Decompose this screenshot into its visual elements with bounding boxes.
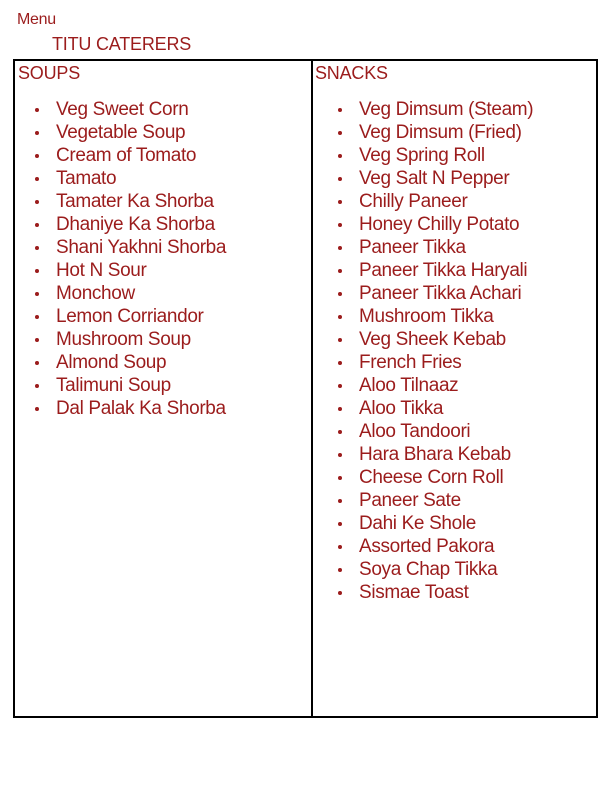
- company-name: TITU CATERERS: [52, 34, 192, 54]
- soups-column: [15, 61, 313, 716]
- bullet-icon: [35, 338, 39, 342]
- item-label: Honey Chilly Potato: [359, 214, 520, 235]
- bullet-icon: [338, 223, 342, 227]
- bullet-icon: [35, 131, 39, 135]
- bullet-icon: [338, 269, 342, 273]
- item-label: Paneer Tikka: [359, 237, 466, 258]
- bullet-icon: [338, 338, 342, 342]
- bullet-icon: [35, 177, 39, 181]
- item-label: Lemon Corriandor: [56, 306, 204, 327]
- bullet-icon: [338, 499, 342, 503]
- item-label: Veg Sweet Corn: [56, 99, 189, 120]
- item-label: Veg Spring Roll: [359, 145, 485, 166]
- item-label: Monchow: [56, 283, 135, 304]
- list-item: [335, 167, 533, 190]
- list-item: [32, 259, 226, 282]
- list-item: [335, 213, 533, 236]
- item-label: Aloo Tilnaaz: [359, 375, 459, 396]
- list-item: [335, 328, 533, 351]
- item-label: Sismae Toast: [359, 582, 469, 603]
- list-item: [32, 282, 226, 305]
- item-label: Veg Dimsum (Fried): [359, 122, 522, 143]
- bullet-icon: [35, 108, 39, 112]
- bullet-icon: [338, 407, 342, 411]
- list-item: [32, 144, 226, 167]
- bullet-icon: [35, 200, 39, 204]
- bullet-icon: [338, 246, 342, 250]
- bullet-icon: [35, 246, 39, 250]
- menu-table: [13, 59, 598, 718]
- item-label: Assorted Pakora: [359, 536, 495, 557]
- list-item: [335, 305, 533, 328]
- list-item: [335, 144, 533, 167]
- bullet-icon: [35, 407, 39, 411]
- item-label: Almond Soup: [56, 352, 167, 373]
- item-label: Aloo Tikka: [359, 398, 444, 419]
- bullet-icon: [338, 177, 342, 181]
- list-item: [335, 374, 533, 397]
- bullet-icon: [338, 522, 342, 526]
- item-label: Vegetable Soup: [56, 122, 186, 143]
- item-label: Shani Yakhni Shorba: [56, 237, 227, 258]
- item-label: Tamater Ka Shorba: [56, 191, 214, 212]
- list-item: [32, 190, 226, 213]
- list-item: [335, 420, 533, 443]
- item-label: Aloo Tandoori: [359, 421, 471, 442]
- item-label: Soya Chap Tikka: [359, 559, 498, 580]
- bullet-icon: [35, 361, 39, 365]
- bullet-icon: [35, 292, 39, 296]
- item-label: Cream of Tomato: [56, 145, 197, 166]
- list-item: [32, 328, 226, 351]
- bullet-icon: [35, 315, 39, 319]
- list-item: [335, 443, 533, 466]
- item-label: Veg Salt N Pepper: [359, 168, 510, 189]
- item-label: Hara Bhara Kebab: [359, 444, 511, 465]
- list-item: [335, 558, 533, 581]
- list-item: [335, 466, 533, 489]
- list-item: [335, 98, 533, 121]
- list-item: [32, 351, 226, 374]
- list-item: [32, 236, 226, 259]
- bullet-icon: [35, 223, 39, 227]
- list-item: [335, 489, 533, 512]
- item-label: Tamato: [56, 168, 117, 189]
- list-item: [32, 98, 226, 121]
- bullet-icon: [338, 430, 342, 434]
- item-label: Mushroom Tikka: [359, 306, 494, 327]
- bullet-icon: [338, 568, 342, 572]
- item-label: Paneer Sate: [359, 490, 461, 511]
- list-item: [335, 535, 533, 558]
- snacks-heading: SNACKS: [315, 63, 388, 83]
- bullet-icon: [338, 131, 342, 135]
- list-item: [335, 282, 533, 305]
- item-label: Veg Dimsum (Steam): [359, 99, 534, 120]
- list-item: [335, 190, 533, 213]
- menu-label: Menu: [17, 11, 56, 28]
- soups-list: [32, 98, 226, 420]
- list-item: [335, 351, 533, 374]
- snacks-list: [335, 98, 533, 604]
- list-item: [335, 121, 533, 144]
- bullet-icon: [338, 108, 342, 112]
- item-label: Cheese Corn Roll: [359, 467, 504, 488]
- bullet-icon: [338, 591, 342, 595]
- item-label: Paneer Tikka Haryali: [359, 260, 528, 281]
- list-item: [32, 167, 226, 190]
- soups-heading: SOUPS: [18, 63, 81, 83]
- bullet-icon: [338, 315, 342, 319]
- bullet-icon: [35, 384, 39, 388]
- item-label: Dhaniye Ka Shorba: [56, 214, 215, 235]
- list-item: [32, 374, 226, 397]
- bullet-icon: [338, 154, 342, 158]
- list-item: [335, 259, 533, 282]
- list-item: [335, 397, 533, 420]
- list-item: [335, 236, 533, 259]
- item-label: Dahi Ke Shole: [359, 513, 476, 534]
- item-label: Hot N Sour: [56, 260, 147, 281]
- bullet-icon: [338, 545, 342, 549]
- item-label: Veg Sheek Kebab: [359, 329, 506, 350]
- item-label: French Fries: [359, 352, 462, 373]
- bullet-icon: [338, 292, 342, 296]
- bullet-icon: [338, 384, 342, 388]
- bullet-icon: [338, 361, 342, 365]
- item-label: Dal Palak Ka Shorba: [56, 398, 226, 419]
- list-item: [32, 121, 226, 144]
- list-item: [32, 397, 226, 420]
- bullet-icon: [35, 269, 39, 273]
- list-item: [335, 512, 533, 535]
- bullet-icon: [338, 476, 342, 480]
- item-label: Mushroom Soup: [56, 329, 191, 350]
- bullet-icon: [35, 154, 39, 158]
- bullet-icon: [338, 200, 342, 204]
- bullet-icon: [338, 453, 342, 457]
- item-label: Paneer Tikka Achari: [359, 283, 522, 304]
- snacks-column: [313, 61, 596, 716]
- list-item: [32, 305, 226, 328]
- item-label: Talimuni Soup: [56, 375, 171, 396]
- list-item: [335, 581, 533, 604]
- list-item: [32, 213, 226, 236]
- item-label: Chilly Paneer: [359, 191, 468, 212]
